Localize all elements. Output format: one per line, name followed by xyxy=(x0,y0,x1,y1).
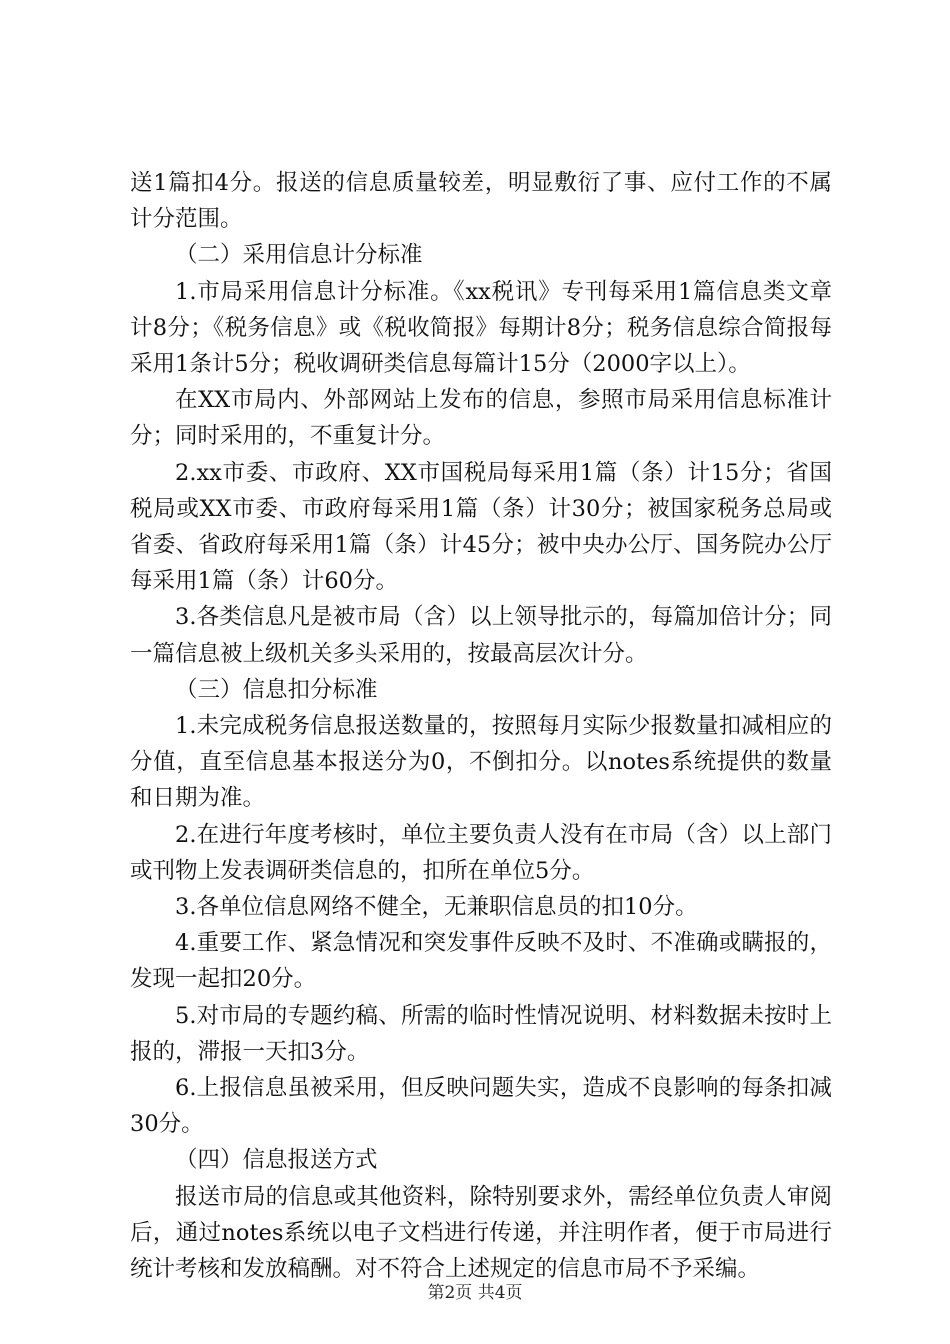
paragraph: 1.未完成税务信息报送数量的，按照每月实际少报数量扣减相应的分值，直至信息基本报送分为0，不倒扣分。以notes系统提供的数量和日期为准。 xyxy=(130,713,832,812)
paragraph: 6.上报信息虽被采用，但反映问题失实，造成不良影响的每条扣减30分。 xyxy=(130,1075,832,1138)
page-number-footer: 第2页 共4页 xyxy=(427,1283,523,1303)
paragraph: 报送市局的信息或其他资料，除特别要求外，需经单位负责人审阅后，通过notes系统以电子文档进行传递，并注明作者，便于市局进行统计考核和发放稿酬。对不符合上述规定的信息市局不予采编。 xyxy=(130,1183,832,1283)
paragraph-continuation: 送1篇扣4分。报送的信息质量较差，明显敷衍了事、应付工作的不属计分范围。 xyxy=(130,170,832,233)
paragraph: 2.在进行年度考核时，单位主要负责人没有在市局（含）以上部门或刊物上发表调研类信息的，扣所在单位5分。 xyxy=(130,821,832,884)
section-heading-2: （二）采用信息计分标准 xyxy=(175,242,423,269)
paragraph: 1.市局采用信息计分标准。《xx税讯》专刊每采用1篇信息类文章计8分；《税务信息》或《税收简报》每期计8分；税务信息综合简报每采用1条计5分；税收调研类信息每篇计15分（2000字以上）。 xyxy=(130,278,832,378)
paragraph: 5.对市局的专题约稿、所需的临时性情况说明、材料数据未按时上报的，滞报一天扣3分。 xyxy=(130,1002,832,1065)
document-body xyxy=(130,165,832,1287)
paragraph: 2.xx市委、市政府、XX市国税局每采用1篇（条）计15分；省国税局或XX市委、市政府每采用1篇（条）计30分；被国家税务总局或省委、省政府每采用1篇（条）计45分；被中央办公厅、国务院办公厅每采用1篇（条）计60分。 xyxy=(130,459,832,595)
paragraph: 3.各类信息凡是被市局（含）以上领导批示的，每篇加倍计分；同一篇信息被上级机关多头采用的，按最高层次计分。 xyxy=(130,604,832,667)
paragraph: 3.各单位信息网络不健全，无兼职信息员的扣10分。 xyxy=(175,894,698,921)
section-heading-4: （四）信息报送方式 xyxy=(175,1147,378,1174)
section-heading-3: （三）信息扣分标准 xyxy=(175,676,378,703)
paragraph: 4.重要工作、紧急情况和突发事件反映不及时、不准确或瞒报的，发现一起扣20分。 xyxy=(130,930,832,993)
paragraph: 在XX市局内、外部网站上发布的信息，参照市局采用信息标准计分；同时采用的，不重复计分。 xyxy=(130,387,832,450)
